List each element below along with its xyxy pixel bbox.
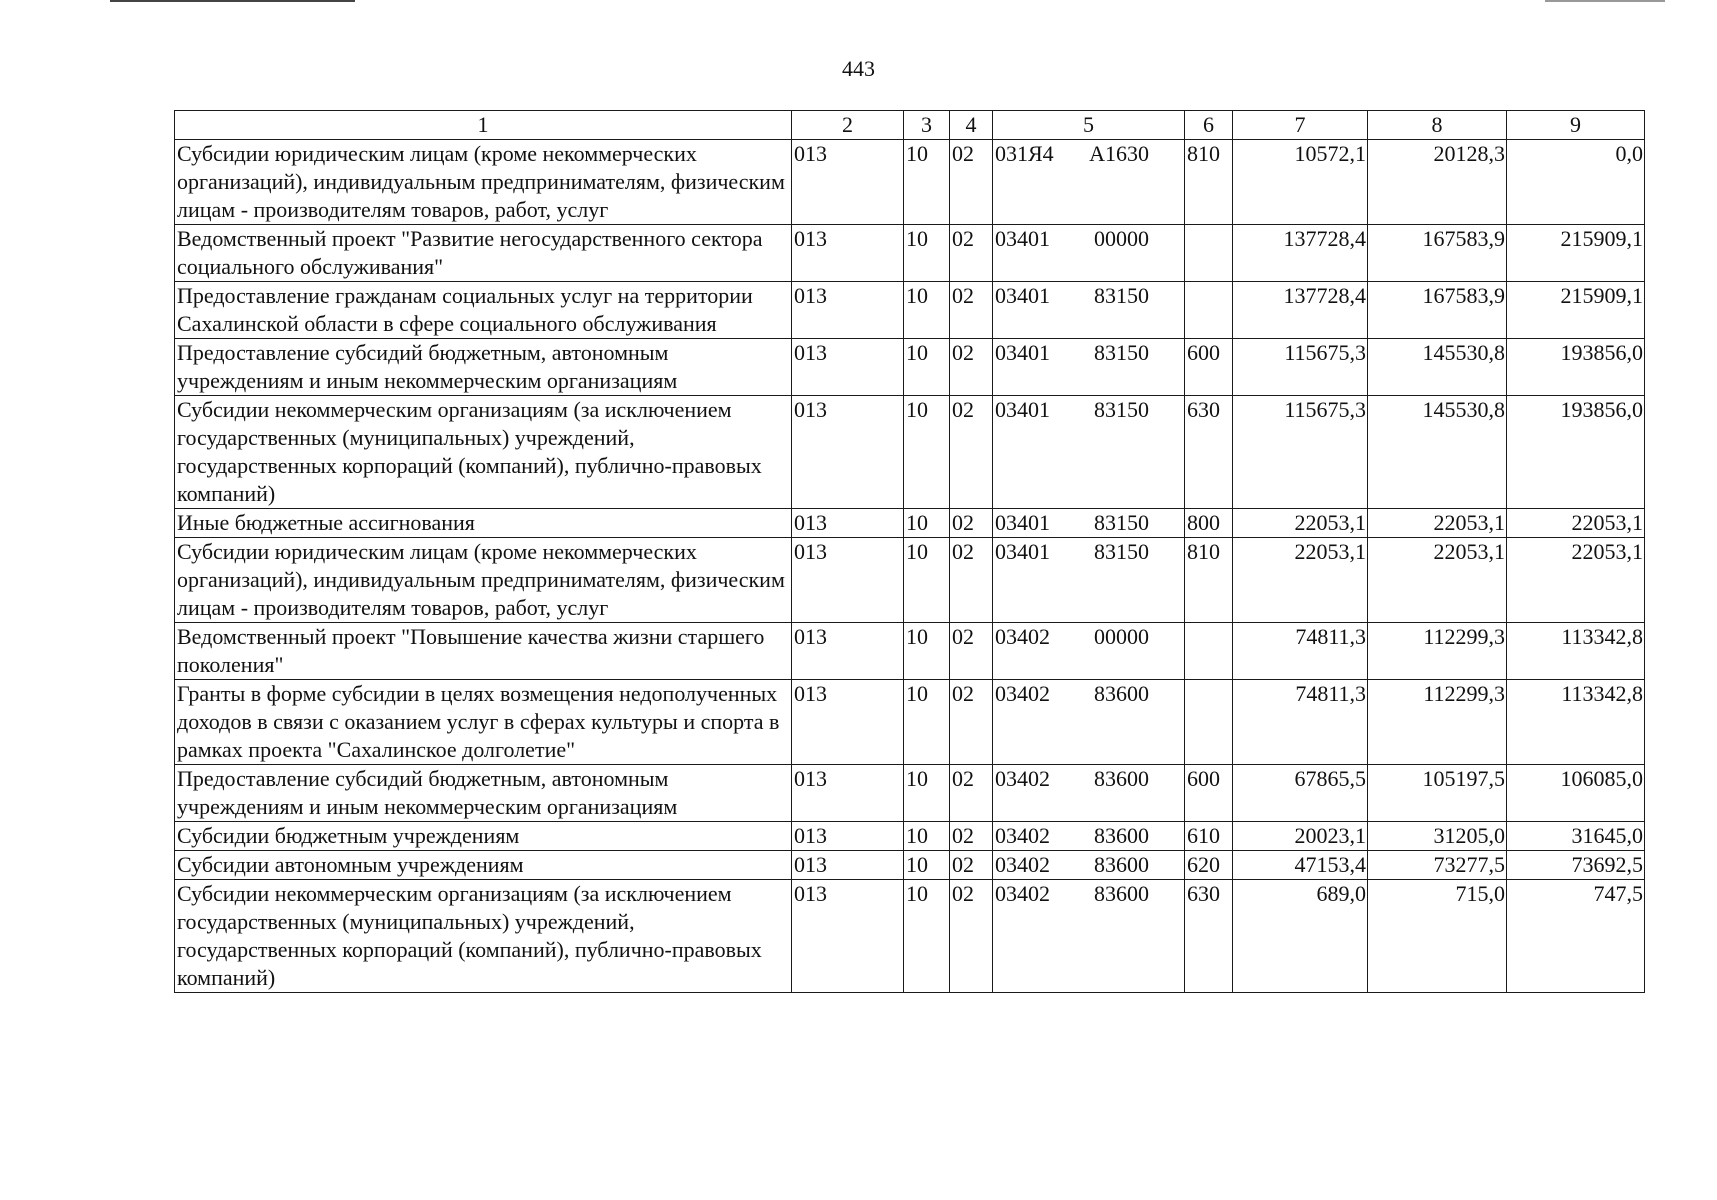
program-code: 03401 [995, 340, 1050, 365]
row-name-cell: Субсидии некоммерческим организациям (за исключением государственных (муниципальных) учреждений, государственных корпораций (компаний), публично-правовых компаний) [175, 880, 792, 993]
amount-cell-8: 112299,3 [1368, 680, 1507, 765]
row-name-cell: Субсидии автономным учреждениям [175, 851, 792, 880]
amount-cell-7: 67865,5 [1233, 765, 1368, 822]
amount-cell-9: 193856,0 [1507, 396, 1645, 509]
amount-cell-8: 73277,5 [1368, 851, 1507, 880]
subsection-code-cell: 02 [950, 396, 993, 509]
column-header: 1 [175, 111, 792, 140]
ministry-code-cell: 013 [792, 509, 904, 538]
section-code-cell: 10 [904, 140, 950, 225]
ministry-code-cell: 013 [792, 822, 904, 851]
column-header: 5 [993, 111, 1185, 140]
program-code: 03402 [995, 766, 1050, 791]
section-code-cell: 10 [904, 765, 950, 822]
amount-cell-9: 0,0 [1507, 140, 1645, 225]
direction-code: 00000 [1094, 226, 1149, 251]
expense-type-cell: 810 [1185, 140, 1233, 225]
subsection-code-cell: 02 [950, 623, 993, 680]
subsection-code-cell: 02 [950, 339, 993, 396]
ministry-code-cell: 013 [792, 851, 904, 880]
section-code-cell: 10 [904, 680, 950, 765]
target-article-cell [993, 140, 1185, 225]
ministry-code-cell: 013 [792, 225, 904, 282]
section-code-cell: 10 [904, 623, 950, 680]
expense-type-cell: 630 [1185, 396, 1233, 509]
subsection-code-cell: 02 [950, 225, 993, 282]
table-row [175, 509, 1645, 538]
expense-type-cell: 610 [1185, 822, 1233, 851]
ministry-code-cell: 013 [792, 680, 904, 765]
subsection-code-cell: 02 [950, 509, 993, 538]
amount-cell-9: 113342,8 [1507, 623, 1645, 680]
amount-cell-8: 145530,8 [1368, 339, 1507, 396]
expense-type-cell: 600 [1185, 765, 1233, 822]
direction-code: 83150 [1094, 510, 1149, 535]
row-name-cell: Предоставление субсидий бюджетным, автономным учреждениям и иным некоммерческим организациям [175, 765, 792, 822]
expense-type-cell [1185, 680, 1233, 765]
target-article-cell [993, 851, 1185, 880]
section-code-cell: 10 [904, 851, 950, 880]
amount-cell-7: 22053,1 [1233, 538, 1368, 623]
target-article-cell [993, 538, 1185, 623]
amount-cell-8: 105197,5 [1368, 765, 1507, 822]
subsection-code-cell: 02 [950, 822, 993, 851]
target-article-cell [993, 680, 1185, 765]
budget-table [174, 110, 1645, 993]
ministry-code-cell: 013 [792, 538, 904, 623]
table-row [175, 140, 1645, 225]
section-code-cell: 10 [904, 339, 950, 396]
subsection-code-cell: 02 [950, 282, 993, 339]
direction-code: 83150 [1094, 397, 1149, 422]
column-header: 3 [904, 111, 950, 140]
program-code: 03401 [995, 397, 1050, 422]
target-article-cell [993, 765, 1185, 822]
ministry-code-cell: 013 [792, 282, 904, 339]
amount-cell-7: 74811,3 [1233, 680, 1368, 765]
table-row [175, 765, 1645, 822]
expense-type-cell [1185, 623, 1233, 680]
row-name-cell: Субсидии юридическим лицам (кроме некоммерческих организаций), индивидуальным предпринимателям, физическим лицам - производителям товаров, работ, услуг [175, 140, 792, 225]
table-row [175, 680, 1645, 765]
expense-type-cell: 810 [1185, 538, 1233, 623]
amount-cell-8: 31205,0 [1368, 822, 1507, 851]
row-name-cell: Субсидии юридическим лицам (кроме некоммерческих организаций), индивидуальным предпринимателям, физическим лицам - производителям товаров, работ, услуг [175, 538, 792, 623]
ministry-code-cell: 013 [792, 396, 904, 509]
table-row [175, 880, 1645, 993]
subsection-code-cell: 02 [950, 880, 993, 993]
column-header: 7 [1233, 111, 1368, 140]
target-article-cell [993, 880, 1185, 993]
amount-cell-7: 10572,1 [1233, 140, 1368, 225]
direction-code: 83600 [1094, 823, 1149, 848]
program-code: 03401 [995, 539, 1050, 564]
amount-cell-7: 115675,3 [1233, 396, 1368, 509]
direction-code: 83600 [1094, 766, 1149, 791]
table-row [175, 851, 1645, 880]
direction-code: 83600 [1094, 881, 1149, 906]
expense-type-cell: 800 [1185, 509, 1233, 538]
row-name-cell: Иные бюджетные ассигнования [175, 509, 792, 538]
row-name-cell: Предоставление гражданам социальных услуг на территории Сахалинской области в сфере социального обслуживания [175, 282, 792, 339]
amount-cell-7: 137728,4 [1233, 225, 1368, 282]
column-header: 6 [1185, 111, 1233, 140]
program-code: 03402 [995, 823, 1050, 848]
expense-type-cell [1185, 282, 1233, 339]
subsection-code-cell: 02 [950, 765, 993, 822]
row-name-cell: Ведомственный проект "Развитие негосударственного сектора социального обслуживания" [175, 225, 792, 282]
program-code: 03402 [995, 881, 1050, 906]
amount-cell-8: 715,0 [1368, 880, 1507, 993]
amount-cell-7: 115675,3 [1233, 339, 1368, 396]
amount-cell-9: 31645,0 [1507, 822, 1645, 851]
amount-cell-7: 137728,4 [1233, 282, 1368, 339]
ministry-code-cell: 013 [792, 623, 904, 680]
section-code-cell: 10 [904, 822, 950, 851]
amount-cell-8: 167583,9 [1368, 225, 1507, 282]
subsection-code-cell: 02 [950, 538, 993, 623]
amount-cell-9: 22053,1 [1507, 509, 1645, 538]
header-row [175, 111, 1645, 140]
amount-cell-9: 113342,8 [1507, 680, 1645, 765]
section-code-cell: 10 [904, 225, 950, 282]
direction-code: 83600 [1094, 681, 1149, 706]
ministry-code-cell: 013 [792, 765, 904, 822]
amount-cell-8: 167583,9 [1368, 282, 1507, 339]
column-header: 2 [792, 111, 904, 140]
target-article-cell [993, 396, 1185, 509]
table-row [175, 282, 1645, 339]
expense-type-cell: 600 [1185, 339, 1233, 396]
amount-cell-9: 193856,0 [1507, 339, 1645, 396]
table-row [175, 623, 1645, 680]
program-code: 03402 [995, 681, 1050, 706]
direction-code: 83600 [1094, 852, 1149, 877]
table-row [175, 396, 1645, 509]
direction-code: A1630 [1089, 141, 1149, 166]
amount-cell-8: 112299,3 [1368, 623, 1507, 680]
target-article-cell [993, 822, 1185, 851]
column-header: 9 [1507, 111, 1645, 140]
program-code: 03402 [995, 852, 1050, 877]
direction-code: 00000 [1094, 624, 1149, 649]
subsection-code-cell: 02 [950, 851, 993, 880]
section-code-cell: 10 [904, 880, 950, 993]
ministry-code-cell: 013 [792, 140, 904, 225]
table-row [175, 339, 1645, 396]
amount-cell-9: 106085,0 [1507, 765, 1645, 822]
table-row [175, 822, 1645, 851]
program-code: 031Я4 [995, 141, 1054, 166]
program-code: 03401 [995, 226, 1050, 251]
row-name-cell: Субсидии бюджетным учреждениям [175, 822, 792, 851]
target-article-cell [993, 225, 1185, 282]
top-rule [110, 0, 355, 2]
amount-cell-9: 215909,1 [1507, 225, 1645, 282]
ministry-code-cell: 013 [792, 339, 904, 396]
amount-cell-8: 22053,1 [1368, 538, 1507, 623]
row-name-cell: Гранты в форме субсидии в целях возмещения недополученных доходов в связи с оказанием услуг в сферах культуры и спорта в рамках проекта "Сахалинское долголетие" [175, 680, 792, 765]
table-row [175, 538, 1645, 623]
expense-type-cell: 620 [1185, 851, 1233, 880]
amount-cell-9: 22053,1 [1507, 538, 1645, 623]
amount-cell-7: 47153,4 [1233, 851, 1368, 880]
amount-cell-7: 74811,3 [1233, 623, 1368, 680]
amount-cell-8: 22053,1 [1368, 509, 1507, 538]
target-article-cell [993, 339, 1185, 396]
program-code: 03402 [995, 624, 1050, 649]
page-number: 443 [842, 56, 875, 81]
top-rule [1545, 0, 1665, 2]
column-header: 8 [1368, 111, 1507, 140]
direction-code: 83150 [1094, 283, 1149, 308]
section-code-cell: 10 [904, 396, 950, 509]
section-code-cell: 10 [904, 282, 950, 339]
amount-cell-7: 689,0 [1233, 880, 1368, 993]
amount-cell-9: 73692,5 [1507, 851, 1645, 880]
subsection-code-cell: 02 [950, 140, 993, 225]
ministry-code-cell: 013 [792, 880, 904, 993]
target-article-cell [993, 623, 1185, 680]
program-code: 03401 [995, 510, 1050, 535]
direction-code: 83150 [1094, 340, 1149, 365]
amount-cell-8: 145530,8 [1368, 396, 1507, 509]
amount-cell-8: 20128,3 [1368, 140, 1507, 225]
table-row [175, 225, 1645, 282]
row-name-cell: Ведомственный проект "Повышение качества жизни старшего поколения" [175, 623, 792, 680]
subsection-code-cell: 02 [950, 680, 993, 765]
amount-cell-7: 20023,1 [1233, 822, 1368, 851]
expense-type-cell [1185, 225, 1233, 282]
program-code: 03401 [995, 283, 1050, 308]
amount-cell-9: 747,5 [1507, 880, 1645, 993]
direction-code: 83150 [1094, 539, 1149, 564]
expense-type-cell: 630 [1185, 880, 1233, 993]
target-article-cell [993, 282, 1185, 339]
amount-cell-7: 22053,1 [1233, 509, 1368, 538]
column-header: 4 [950, 111, 993, 140]
row-name-cell: Предоставление субсидий бюджетным, автономным учреждениям и иным некоммерческим организациям [175, 339, 792, 396]
amount-cell-9: 215909,1 [1507, 282, 1645, 339]
row-name-cell: Субсидии некоммерческим организациям (за исключением государственных (муниципальных) учреждений, государственных корпораций (компаний), публично-правовых компаний) [175, 396, 792, 509]
section-code-cell: 10 [904, 538, 950, 623]
section-code-cell: 10 [904, 509, 950, 538]
target-article-cell [993, 509, 1185, 538]
